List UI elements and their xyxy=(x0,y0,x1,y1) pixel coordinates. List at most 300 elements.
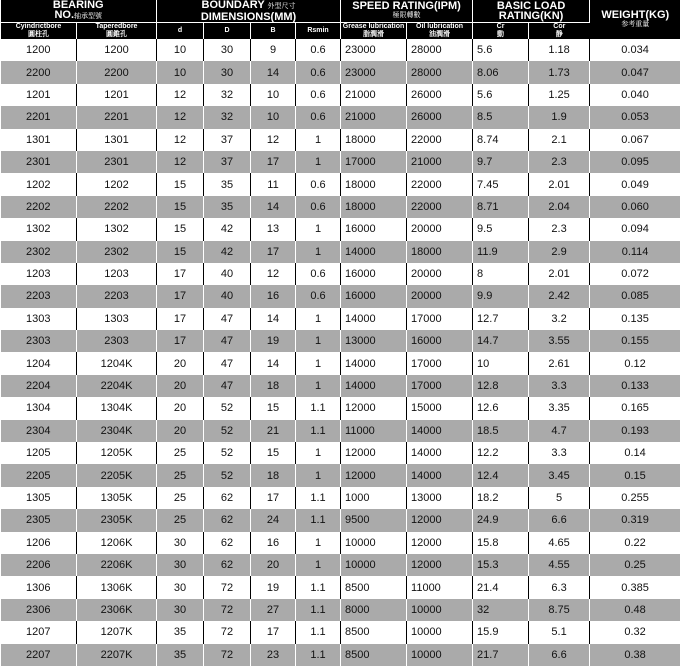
cell-cor: 4.65 xyxy=(529,532,590,554)
cell-cor: 3.3 xyxy=(529,375,590,397)
cell-oil: 20000 xyxy=(407,285,473,307)
cell-tapered-bore: 2204K xyxy=(77,375,157,397)
cell-B: 19 xyxy=(251,330,296,352)
cell-oil: 26000 xyxy=(407,84,473,106)
cell-grease: 16000 xyxy=(341,263,407,285)
cell-oil: 15000 xyxy=(407,397,473,419)
table-body xyxy=(1,39,680,666)
cell-cylindrical-bore: 1201 xyxy=(1,84,77,106)
cell-d: 17 xyxy=(157,330,204,352)
cell-cr: 5.6 xyxy=(473,39,529,61)
table-row xyxy=(1,263,680,285)
cell-tapered-bore: 1203 xyxy=(77,263,157,285)
cell-oil: 22000 xyxy=(407,196,473,218)
cell-rsmin: 1 xyxy=(296,442,341,464)
cell-grease: 1000 xyxy=(341,487,407,509)
cell-cylindrical-bore: 1202 xyxy=(1,173,77,195)
cell-rsmin: 1.1 xyxy=(296,509,341,531)
no-cn-label: 轴承型號 xyxy=(74,13,102,20)
cell-cr: 9.9 xyxy=(473,285,529,307)
cell-cor: 3.3 xyxy=(529,442,590,464)
cell-weight: 0.060 xyxy=(590,196,680,218)
cell-cylindrical-bore: 1203 xyxy=(1,263,77,285)
cell-oil: 14000 xyxy=(407,442,473,464)
cell-cr: 7.45 xyxy=(473,173,529,195)
cell-cylindrical-bore: 1205 xyxy=(1,442,77,464)
cell-cr: 15.8 xyxy=(473,532,529,554)
cell-D: 52 xyxy=(204,464,251,486)
table-row xyxy=(1,285,680,307)
dimensions-label: DIMENSIONS(MM) xyxy=(157,12,340,22)
cell-oil: 20000 xyxy=(407,218,473,240)
cell-oil: 26000 xyxy=(407,106,473,128)
cell-cr: 9.5 xyxy=(473,218,529,240)
cell-B: 19 xyxy=(251,576,296,598)
cell-cor: 2.04 xyxy=(529,196,590,218)
cell-weight: 0.48 xyxy=(590,599,680,621)
cell-oil: 22000 xyxy=(407,129,473,151)
cell-cylindrical-bore: 1305 xyxy=(1,487,77,509)
cell-cylindrical-bore: 1304 xyxy=(1,397,77,419)
cell-rsmin: 1.1 xyxy=(296,397,341,419)
cell-cr: 5.6 xyxy=(473,84,529,106)
cell-tapered-bore: 1207K xyxy=(77,621,157,643)
cell-d: 12 xyxy=(157,129,204,151)
weight-cn-label: 参考重量 xyxy=(590,20,680,30)
cell-tapered-bore: 2203 xyxy=(77,285,157,307)
cell-D: 72 xyxy=(204,599,251,621)
cell-cor: 2.9 xyxy=(529,241,590,263)
cell-rsmin: 0.6 xyxy=(296,84,341,106)
col-tapered-bore xyxy=(77,23,157,40)
cell-oil: 12000 xyxy=(407,509,473,531)
cell-rsmin: 1 xyxy=(296,554,341,576)
cell-tapered-bore: 2207K xyxy=(77,644,157,666)
cell-tapered-bore: 2305K xyxy=(77,509,157,531)
cell-cylindrical-bore: 1204 xyxy=(1,352,77,374)
col-B: B xyxy=(251,23,296,40)
cell-cor: 2.01 xyxy=(529,173,590,195)
no-label: NO. xyxy=(54,9,74,21)
cell-grease: 16000 xyxy=(341,218,407,240)
cell-rsmin: 0.6 xyxy=(296,173,341,195)
cell-B: 17 xyxy=(251,487,296,509)
cell-D: 40 xyxy=(204,263,251,285)
cell-d: 35 xyxy=(157,644,204,666)
table-row xyxy=(1,532,680,554)
table-row xyxy=(1,621,680,643)
cell-D: 35 xyxy=(204,196,251,218)
cell-oil: 14000 xyxy=(407,464,473,486)
cyl-cn-label: 圓柱孔 xyxy=(1,31,76,39)
cell-weight: 0.114 xyxy=(590,241,680,263)
cell-B: 15 xyxy=(251,442,296,464)
cell-grease: 8000 xyxy=(341,599,407,621)
cell-weight: 0.22 xyxy=(590,532,680,554)
cell-grease: 14000 xyxy=(341,241,407,263)
cell-D: 52 xyxy=(204,442,251,464)
cell-grease: 21000 xyxy=(341,84,407,106)
cell-B: 17 xyxy=(251,241,296,263)
cell-B: 13 xyxy=(251,218,296,240)
cell-tapered-bore: 2205K xyxy=(77,464,157,486)
cell-cor: 6.3 xyxy=(529,576,590,598)
cell-oil: 12000 xyxy=(407,554,473,576)
cell-tapered-bore: 1305K xyxy=(77,487,157,509)
cell-grease: 18000 xyxy=(341,196,407,218)
cell-tapered-bore: 2201 xyxy=(77,106,157,128)
cell-D: 52 xyxy=(204,420,251,442)
cell-rsmin: 1 xyxy=(296,151,341,173)
cell-weight: 0.193 xyxy=(590,420,680,442)
cell-cylindrical-bore: 2305 xyxy=(1,509,77,531)
cell-rsmin: 0.6 xyxy=(296,61,341,83)
table-row xyxy=(1,196,680,218)
cell-cor: 8.75 xyxy=(529,599,590,621)
tap-label: Taperedbore xyxy=(77,23,156,31)
cell-cylindrical-bore: 1207 xyxy=(1,621,77,643)
cell-D: 37 xyxy=(204,129,251,151)
cell-cor: 2.3 xyxy=(529,218,590,240)
cell-rsmin: 0.6 xyxy=(296,196,341,218)
cell-weight: 0.034 xyxy=(590,39,680,61)
cell-cr: 12.6 xyxy=(473,397,529,419)
cell-weight: 0.135 xyxy=(590,308,680,330)
cell-weight: 0.38 xyxy=(590,644,680,666)
cell-rsmin: 1 xyxy=(296,241,341,263)
grease-cn-label: 脂潤滑 xyxy=(341,31,406,39)
cell-rsmin: 1.1 xyxy=(296,487,341,509)
cell-B: 21 xyxy=(251,420,296,442)
cell-oil: 18000 xyxy=(407,241,473,263)
cell-tapered-bore: 1306K xyxy=(77,576,157,598)
cell-tapered-bore: 2303 xyxy=(77,330,157,352)
cell-grease: 8500 xyxy=(341,621,407,643)
cell-weight: 0.12 xyxy=(590,352,680,374)
col-cr xyxy=(473,23,529,40)
col-rsmin: Rsmin xyxy=(296,23,341,40)
cell-cr: 21.4 xyxy=(473,576,529,598)
cell-tapered-bore: 1206K xyxy=(77,532,157,554)
boundary-cn-label: 外型尺寸 xyxy=(268,3,296,10)
cell-rsmin: 1 xyxy=(296,352,341,374)
cell-D: 72 xyxy=(204,621,251,643)
cell-cylindrical-bore: 1303 xyxy=(1,308,77,330)
cell-D: 62 xyxy=(204,509,251,531)
cell-oil: 16000 xyxy=(407,330,473,352)
cell-tapered-bore: 2302 xyxy=(77,241,157,263)
cell-d: 15 xyxy=(157,241,204,263)
cell-tapered-bore: 2306K xyxy=(77,599,157,621)
cell-tapered-bore: 1201 xyxy=(77,84,157,106)
cell-rsmin: 1 xyxy=(296,129,341,151)
cell-grease: 13000 xyxy=(341,330,407,352)
table-row xyxy=(1,39,680,61)
cell-d: 25 xyxy=(157,464,204,486)
cell-oil: 13000 xyxy=(407,487,473,509)
cell-d: 30 xyxy=(157,599,204,621)
cor-cn-label: 静 xyxy=(529,31,590,39)
col-cylindrical-bore xyxy=(1,23,77,40)
cell-cr: 15.3 xyxy=(473,554,529,576)
cell-cor: 5.1 xyxy=(529,621,590,643)
cell-cylindrical-bore: 2205 xyxy=(1,464,77,486)
cell-D: 32 xyxy=(204,106,251,128)
table-row xyxy=(1,599,680,621)
cell-oil: 10000 xyxy=(407,621,473,643)
table-row xyxy=(1,576,680,598)
cell-D: 35 xyxy=(204,173,251,195)
cell-cr: 8.5 xyxy=(473,106,529,128)
cell-B: 17 xyxy=(251,151,296,173)
cell-cylindrical-bore: 2203 xyxy=(1,285,77,307)
table-row xyxy=(1,84,680,106)
cell-cr: 8.06 xyxy=(473,61,529,83)
cell-weight: 0.165 xyxy=(590,397,680,419)
cell-grease: 12000 xyxy=(341,442,407,464)
basic-load-label: BASIC LOAD xyxy=(473,1,589,11)
cell-cor: 3.55 xyxy=(529,330,590,352)
cr-cn-label: 動 xyxy=(473,31,528,39)
cr-label: Cr xyxy=(473,23,528,31)
cell-B: 18 xyxy=(251,464,296,486)
subheader-row xyxy=(1,23,680,40)
cell-tapered-bore: 2200 xyxy=(77,61,157,83)
cell-cylindrical-bore: 1200 xyxy=(1,39,77,61)
cell-D: 72 xyxy=(204,576,251,598)
cell-B: 14 xyxy=(251,352,296,374)
cell-tapered-bore: 2301 xyxy=(77,151,157,173)
cell-cylindrical-bore: 1302 xyxy=(1,218,77,240)
cell-d: 17 xyxy=(157,285,204,307)
cell-D: 37 xyxy=(204,151,251,173)
table-row xyxy=(1,554,680,576)
cell-cr: 8 xyxy=(473,263,529,285)
cell-oil: 21000 xyxy=(407,151,473,173)
cell-d: 15 xyxy=(157,218,204,240)
cell-cr: 21.7 xyxy=(473,644,529,666)
cell-rsmin: 1.1 xyxy=(296,576,341,598)
cell-B: 10 xyxy=(251,106,296,128)
cell-d: 12 xyxy=(157,151,204,173)
col-D: D xyxy=(204,23,251,40)
table-row xyxy=(1,644,680,666)
cell-B: 12 xyxy=(251,263,296,285)
cell-D: 52 xyxy=(204,397,251,419)
cell-cylindrical-bore: 2306 xyxy=(1,599,77,621)
weight-label: WEIGHT(KG) xyxy=(590,10,680,20)
bearing-no-header xyxy=(1,0,157,23)
cell-tapered-bore: 2206K xyxy=(77,554,157,576)
cell-cylindrical-bore: 1306 xyxy=(1,576,77,598)
cell-d: 30 xyxy=(157,576,204,598)
cell-cr: 12.7 xyxy=(473,308,529,330)
cell-grease: 23000 xyxy=(341,61,407,83)
cell-grease: 23000 xyxy=(341,39,407,61)
cell-D: 72 xyxy=(204,644,251,666)
cell-cor: 2.61 xyxy=(529,352,590,374)
cell-weight: 0.385 xyxy=(590,576,680,598)
cell-weight: 0.255 xyxy=(590,487,680,509)
table-row xyxy=(1,129,680,151)
cell-grease: 16000 xyxy=(341,285,407,307)
cell-B: 20 xyxy=(251,554,296,576)
weight-header xyxy=(590,0,680,39)
cell-B: 10 xyxy=(251,84,296,106)
col-grease xyxy=(341,23,407,40)
cell-grease: 9500 xyxy=(341,509,407,531)
cell-grease: 18000 xyxy=(341,173,407,195)
cell-cylindrical-bore: 2207 xyxy=(1,644,77,666)
cell-cylindrical-bore: 2301 xyxy=(1,151,77,173)
cell-B: 14 xyxy=(251,61,296,83)
boundary-dimensions-header xyxy=(157,0,341,23)
cell-oil: 11000 xyxy=(407,576,473,598)
table-row xyxy=(1,352,680,374)
cell-grease: 18000 xyxy=(341,129,407,151)
cell-B: 16 xyxy=(251,532,296,554)
cor-label: Cor xyxy=(529,23,590,31)
grease-label: Grease lubrication xyxy=(341,23,406,31)
cell-B: 14 xyxy=(251,308,296,330)
cell-cor: 2.3 xyxy=(529,151,590,173)
cell-tapered-bore: 1200 xyxy=(77,39,157,61)
cell-cr: 12.2 xyxy=(473,442,529,464)
cell-cr: 18.5 xyxy=(473,420,529,442)
cell-oil: 17000 xyxy=(407,352,473,374)
cell-cylindrical-bore: 2302 xyxy=(1,241,77,263)
cell-B: 18 xyxy=(251,375,296,397)
boundary-label: BOUNDARY xyxy=(202,0,265,11)
cell-B: 24 xyxy=(251,509,296,531)
cell-d: 17 xyxy=(157,308,204,330)
cell-grease: 14000 xyxy=(341,352,407,374)
cell-cor: 1.73 xyxy=(529,61,590,83)
cell-cor: 6.6 xyxy=(529,509,590,531)
cell-weight: 0.25 xyxy=(590,554,680,576)
cell-cr: 12.8 xyxy=(473,375,529,397)
cell-cr: 10 xyxy=(473,352,529,374)
cell-D: 62 xyxy=(204,487,251,509)
cell-cr: 32 xyxy=(473,599,529,621)
cell-grease: 8500 xyxy=(341,644,407,666)
cell-tapered-bore: 2304K xyxy=(77,420,157,442)
cell-oil: 14000 xyxy=(407,420,473,442)
cell-grease: 14000 xyxy=(341,308,407,330)
table-row xyxy=(1,173,680,195)
cell-rsmin: 0.6 xyxy=(296,285,341,307)
table-row xyxy=(1,330,680,352)
cell-grease: 11000 xyxy=(341,420,407,442)
cell-tapered-bore: 1204K xyxy=(77,352,157,374)
speed-rating-header xyxy=(341,0,473,23)
table-row xyxy=(1,375,680,397)
table-row xyxy=(1,241,680,263)
cell-rsmin: 1.1 xyxy=(296,644,341,666)
cell-D: 30 xyxy=(204,61,251,83)
cell-D: 62 xyxy=(204,532,251,554)
cell-weight: 0.14 xyxy=(590,442,680,464)
table-row xyxy=(1,151,680,173)
cell-D: 47 xyxy=(204,375,251,397)
table-row xyxy=(1,464,680,486)
cell-grease: 21000 xyxy=(341,106,407,128)
table-row xyxy=(1,218,680,240)
cell-weight: 0.094 xyxy=(590,218,680,240)
cell-D: 42 xyxy=(204,218,251,240)
cell-B: 11 xyxy=(251,173,296,195)
cell-cr: 14.7 xyxy=(473,330,529,352)
speed-cn-label: 極限轉數 xyxy=(341,11,472,21)
cyl-label: Cyindrictbore xyxy=(1,23,76,31)
cell-cylindrical-bore: 2303 xyxy=(1,330,77,352)
basic-load-rating-header xyxy=(473,0,590,23)
cell-rsmin: 0.6 xyxy=(296,106,341,128)
cell-B: 27 xyxy=(251,599,296,621)
cell-d: 25 xyxy=(157,487,204,509)
cell-cor: 6.6 xyxy=(529,644,590,666)
cell-d: 12 xyxy=(157,106,204,128)
tap-cn-label: 圓錐孔 xyxy=(77,31,156,39)
cell-B: 9 xyxy=(251,39,296,61)
cell-tapered-bore: 1205K xyxy=(77,442,157,464)
cell-tapered-bore: 1303 xyxy=(77,308,157,330)
cell-cor: 5 xyxy=(529,487,590,509)
table-row xyxy=(1,61,680,83)
cell-B: 23 xyxy=(251,644,296,666)
cell-d: 30 xyxy=(157,532,204,554)
cell-rsmin: 1 xyxy=(296,532,341,554)
cell-B: 16 xyxy=(251,285,296,307)
oil-label: Oil lubrication xyxy=(407,23,472,31)
rating-label: RATING(KN) xyxy=(473,11,589,21)
cell-tapered-bore: 1302 xyxy=(77,218,157,240)
col-d: d xyxy=(157,23,204,40)
cell-D: 32 xyxy=(204,84,251,106)
cell-cor: 3.2 xyxy=(529,308,590,330)
cell-d: 10 xyxy=(157,39,204,61)
cell-cylindrical-bore: 1301 xyxy=(1,129,77,151)
cell-weight: 0.155 xyxy=(590,330,680,352)
table-row xyxy=(1,397,680,419)
col-oil xyxy=(407,23,473,40)
table-row xyxy=(1,442,680,464)
cell-weight: 0.067 xyxy=(590,129,680,151)
cell-D: 42 xyxy=(204,241,251,263)
cell-grease: 10000 xyxy=(341,532,407,554)
cell-oil: 22000 xyxy=(407,173,473,195)
cell-d: 10 xyxy=(157,61,204,83)
cell-oil: 28000 xyxy=(407,39,473,61)
cell-cr: 11.9 xyxy=(473,241,529,263)
cell-B: 12 xyxy=(251,129,296,151)
cell-D: 47 xyxy=(204,308,251,330)
cell-cor: 2.42 xyxy=(529,285,590,307)
cell-rsmin: 0.6 xyxy=(296,263,341,285)
cell-oil: 10000 xyxy=(407,599,473,621)
cell-cor: 1.25 xyxy=(529,84,590,106)
cell-rsmin: 1 xyxy=(296,330,341,352)
cell-cr: 18.2 xyxy=(473,487,529,509)
cell-oil: 17000 xyxy=(407,308,473,330)
cell-rsmin: 1 xyxy=(296,218,341,240)
cell-rsmin: 1 xyxy=(296,464,341,486)
cell-d: 25 xyxy=(157,509,204,531)
cell-d: 15 xyxy=(157,173,204,195)
cell-rsmin: 0.6 xyxy=(296,39,341,61)
cell-d: 15 xyxy=(157,196,204,218)
table-row xyxy=(1,308,680,330)
